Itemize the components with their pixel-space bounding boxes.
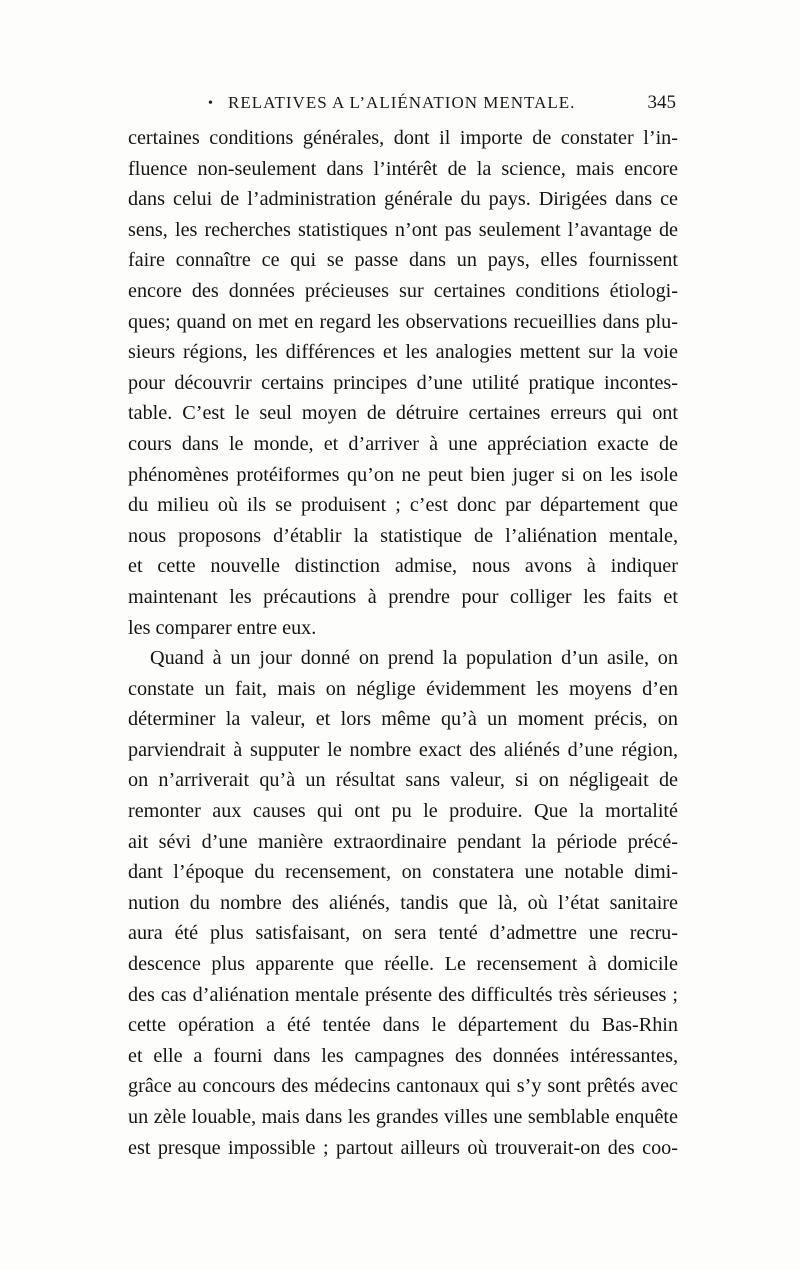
text-line: table. C’est le seul moyen de détruire certaines erreurs qui ont [128, 402, 678, 425]
text-line: et elle a fourni dans les campagnes des données intéressantes, [128, 1044, 678, 1067]
text-line: sens, les recherches statistiques n’ont pas seulement l’avantage de [128, 218, 678, 241]
text-line: aura été plus satisfaisant, on sera tenté d’admettre une recru- [128, 922, 678, 945]
text-line: nution du nombre des aliénés, tandis que là, où l’état sanitaire [128, 891, 678, 914]
text-line: des cas d’aliénation mentale présente des difficultés très sérieuses ; [128, 983, 678, 1006]
text-line: maintenant les précautions à prendre pour colliger les faits et [128, 585, 678, 608]
running-header [128, 92, 676, 118]
text-line: cette opération a été tentée dans le département du Bas-Rhin [128, 1014, 678, 1037]
text-line: phénomènes protéiformes qu’on ne peut bien juger si on les isole [128, 463, 678, 486]
text-line: on n’arriverait qu’à un résultat sans valeur, si on négligeait de [128, 769, 678, 792]
text-line: du milieu où ils se produisent ; c’est donc par département que [128, 494, 678, 517]
text-line: descence plus apparente que réelle. Le recensement à domicile [128, 953, 678, 976]
text-line: ait sévi d’une manière extraordinaire pendant la période précé- [128, 830, 678, 853]
text-line: sieurs régions, les différences et les analogies mettent sur la voie [128, 341, 678, 364]
header-bullet-mark: • [208, 96, 213, 111]
text-line: faire connaître ce qui se passe dans un pays, elles fournissent [128, 249, 678, 272]
text-line: fluence non-seulement dans l’intérêt de la science, mais encore [128, 157, 678, 180]
text-line: parviendrait à supputer le nombre exact des aliénés d’une région, [128, 738, 678, 761]
text-line: nous proposons d’établir la statistique de l’aliénation mentale, [128, 524, 678, 547]
text-line: déterminer la valeur, et lors même qu’à un moment précis, on [128, 708, 678, 731]
text-line: constate un fait, mais on néglige évidemment les moyens d’en [128, 677, 678, 700]
text-line: ques; quand on met en regard les observations recueillies dans plu- [128, 310, 678, 333]
paragraph-start-line: Quand à un jour donné on prend la population d’un asile, on [150, 647, 678, 670]
text-line: grâce au concours des médecins cantonaux qui s’y sont prêtés avec [128, 1075, 678, 1098]
paragraph-end-line: les comparer entre eux. [128, 616, 317, 639]
text-line: pour découvrir certains principes d’une utilité pratique incontes- [128, 371, 678, 394]
text-line: est presque impossible ; partout ailleurs où trouverait-on des coo- [128, 1136, 678, 1159]
text-line: encore des données précieuses sur certaines conditions étiologi- [128, 279, 678, 302]
text-line: un zèle louable, mais dans les grandes villes une semblable enquête [128, 1106, 678, 1128]
page-number: 345 [647, 92, 676, 113]
running-title: RELATIVES A L’ALIÉNATION MENTALE. [228, 93, 576, 112]
text-line: dant l’époque du recensement, on constatera une notable dimi- [128, 861, 678, 884]
text-line: dans celui de l’administration générale du pays. Dirigées dans ce [128, 188, 678, 211]
body-text [128, 123, 678, 1163]
text-line: certaines conditions générales, dont il importe de constater l’in- [128, 127, 678, 149]
text-line: cours dans le monde, et d’arriver à une appréciation exacte de [128, 432, 678, 455]
text-line: remonter aux causes qui ont pu le produire. Que la mortalité [128, 800, 678, 823]
text-line: et cette nouvelle distinction admise, nous avons à indiquer [128, 555, 678, 578]
